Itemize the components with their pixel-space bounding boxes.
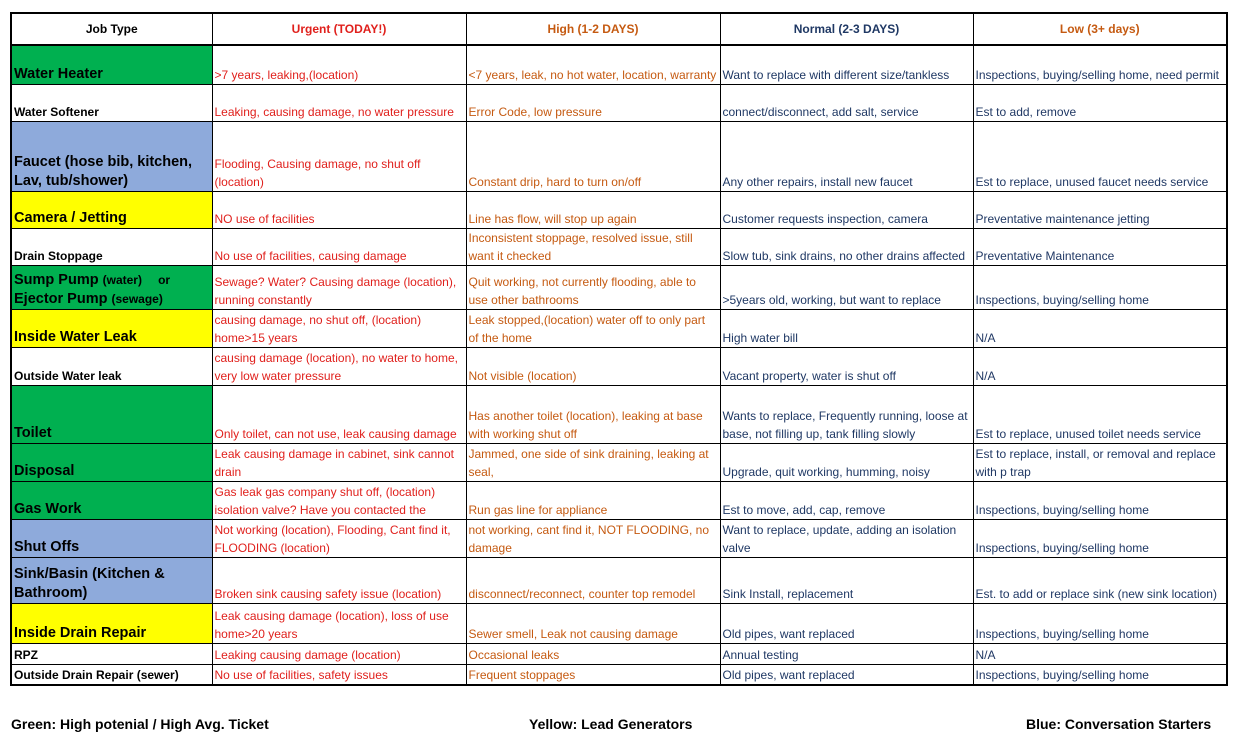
table-row	[11, 121, 1227, 191]
table-row	[11, 664, 1227, 685]
job-type-cell: Toilet	[11, 385, 212, 443]
low-cell: Est to replace, install, or removal and replace with p trap	[973, 443, 1227, 481]
job-type-cell: RPZ	[11, 643, 212, 664]
header-row	[11, 13, 1227, 45]
low-cell: Inspections, buying/selling home	[973, 481, 1227, 519]
high-cell: Leak stopped,(location) water off to only part of the home	[466, 309, 720, 347]
job-type-cell: Camera / Jetting	[11, 191, 212, 228]
low-cell: N/A	[973, 347, 1227, 385]
legend-yellow: Yellow: Lead Generators	[529, 716, 693, 732]
job-note-2: (sewage)	[111, 291, 163, 306]
job-type-cell: Outside Drain Repair (sewer)	[11, 664, 212, 685]
low-cell: Est to replace, unused faucet needs service	[973, 121, 1227, 191]
urgent-cell: causing damage (location), no water to home, very low water pressure	[212, 347, 466, 385]
high-cell: Constant drip, hard to turn on/off	[466, 121, 720, 191]
job-note: (water)	[102, 272, 142, 287]
low-cell: Est to replace, unused toilet needs service	[973, 385, 1227, 443]
urgent-cell: Sewage? Water? Causing damage (location), running constantly	[212, 265, 466, 309]
header-high: High (1-2 DAYS)	[466, 13, 720, 45]
low-cell: Inspections, buying/selling home	[973, 664, 1227, 685]
low-cell: Inspections, buying/selling home	[973, 265, 1227, 309]
job-type-cell	[11, 265, 212, 309]
job-type-cell: Inside Drain Repair	[11, 603, 212, 643]
high-cell: Sewer smell, Leak not causing damage	[466, 603, 720, 643]
table-row	[11, 443, 1227, 481]
table-row	[11, 191, 1227, 228]
normal-cell: Est to move, add, cap, remove	[720, 481, 973, 519]
table-row	[11, 347, 1227, 385]
urgent-cell: Leak causing damage in cabinet, sink cannot drain	[212, 443, 466, 481]
job-type-cell: Gas Work	[11, 481, 212, 519]
normal-cell: Customer requests inspection, camera	[720, 191, 973, 228]
urgent-cell: causing damage, no shut off, (location) home>15 years	[212, 309, 466, 347]
urgent-cell: >7 years, leaking,(location)	[212, 45, 466, 84]
header-job-type: Job Type	[11, 13, 212, 45]
normal-cell: Want to replace, update, adding an isolation valve	[720, 519, 973, 557]
normal-cell: Old pipes, want replaced	[720, 603, 973, 643]
urgent-cell: Gas leak gas company shut off, (location) isolation valve? Have you contacted the	[212, 481, 466, 519]
urgent-cell: Leaking causing damage (location)	[212, 643, 466, 664]
table-row	[11, 265, 1227, 309]
high-cell: <7 years, leak, no hot water, location, warranty	[466, 45, 720, 84]
legend-blue: Blue: Conversation Starters	[1026, 716, 1212, 732]
normal-cell: Slow tub, sink drains, no other drains affected	[720, 228, 973, 265]
table-row	[11, 481, 1227, 519]
job-type-cell: Shut Offs	[11, 519, 212, 557]
job-type-cell: Drain Stoppage	[11, 228, 212, 265]
normal-cell: Want to replace with different size/tankless	[720, 45, 973, 84]
low-cell: Est to add, remove	[973, 84, 1227, 121]
urgent-cell: NO use of facilities	[212, 191, 466, 228]
high-cell: Occasional leaks	[466, 643, 720, 664]
normal-cell: High water bill	[720, 309, 973, 347]
table-row	[11, 519, 1227, 557]
job-type-cell: Inside Water Leak	[11, 309, 212, 347]
high-cell: Line has flow, will stop up again	[466, 191, 720, 228]
low-cell: Inspections, buying/selling home	[973, 519, 1227, 557]
urgent-cell: Not working (location), Flooding, Cant find it, FLOODING (location)	[212, 519, 466, 557]
header-low: Low (3+ days)	[973, 13, 1227, 45]
normal-cell: Upgrade, quit working, humming, noisy	[720, 443, 973, 481]
normal-cell: >5years old, working, but want to replace	[720, 265, 973, 309]
normal-cell: Sink Install, replacement	[720, 557, 973, 603]
table-row	[11, 84, 1227, 121]
urgent-cell: Broken sink causing safety issue (location)	[212, 557, 466, 603]
high-cell: Frequent stoppages	[466, 664, 720, 685]
urgent-cell: No use of facilities, safety issues	[212, 664, 466, 685]
job-type-cell: Disposal	[11, 443, 212, 481]
high-cell: Jammed, one side of sink draining, leaking at seal,	[466, 443, 720, 481]
urgent-cell: Leaking, causing damage, no water pressure	[212, 84, 466, 121]
header-urgent: Urgent (TODAY!)	[212, 13, 466, 45]
normal-cell: Wants to replace, Frequently running, loose at base, not filling up, tank filling slowly	[720, 385, 973, 443]
high-cell: Has another toilet (location), leaking at base with working shut off	[466, 385, 720, 443]
legend-green: Green: High potenial / High Avg. Ticket	[11, 716, 269, 732]
job-name: Sump Pump	[14, 271, 99, 288]
normal-cell: Any other repairs, install new faucet	[720, 121, 973, 191]
table-body	[11, 45, 1227, 685]
job-type-cell: Water Heater	[11, 45, 212, 84]
header-normal: Normal (2-3 DAYS)	[720, 13, 973, 45]
high-cell: disconnect/reconnect, counter top remodel	[466, 557, 720, 603]
urgent-cell: Flooding, Causing damage, no shut off (location)	[212, 121, 466, 191]
job-or: or	[158, 272, 171, 287]
low-cell: Inspections, buying/selling home, need permit	[973, 45, 1227, 84]
urgent-cell: Leak causing damage (location), loss of use home>20 years	[212, 603, 466, 643]
job-type-cell: Faucet (hose bib, kitchen, Lav, tub/shower)	[11, 121, 212, 191]
urgent-cell: Only toilet, can not use, leak causing damage	[212, 385, 466, 443]
table-row	[11, 309, 1227, 347]
table-row	[11, 228, 1227, 265]
high-cell: not working, cant find it, NOT FLOODING, no damage	[466, 519, 720, 557]
high-cell: Quit working, not currently flooding, able to use other bathrooms	[466, 265, 720, 309]
table-row	[11, 643, 1227, 664]
high-cell: Run gas line for appliance	[466, 481, 720, 519]
low-cell: N/A	[973, 309, 1227, 347]
low-cell: Preventative Maintenance	[973, 228, 1227, 265]
table-row	[11, 557, 1227, 603]
high-cell: Inconsistent stoppage, resolved issue, still want it checked	[466, 228, 720, 265]
normal-cell: Vacant property, water is shut off	[720, 347, 973, 385]
table-row	[11, 385, 1227, 443]
table-row	[11, 603, 1227, 643]
low-cell: Inspections, buying/selling home	[973, 603, 1227, 643]
job-priority-table	[10, 12, 1228, 686]
low-cell: N/A	[973, 643, 1227, 664]
table-row	[11, 45, 1227, 84]
urgent-cell: No use of facilities, causing damage	[212, 228, 466, 265]
job-type-cell: Sink/Basin (Kitchen & Bathroom)	[11, 557, 212, 603]
job-name-2: Ejector Pump	[14, 290, 108, 307]
low-cell: Preventative maintenance jetting	[973, 191, 1227, 228]
job-type-cell: Outside Water leak	[11, 347, 212, 385]
high-cell: Error Code, low pressure	[466, 84, 720, 121]
normal-cell: Old pipes, want replaced	[720, 664, 973, 685]
normal-cell: Annual testing	[720, 643, 973, 664]
high-cell: Not visible (location)	[466, 347, 720, 385]
low-cell: Est. to add or replace sink (new sink location)	[973, 557, 1227, 603]
job-type-cell: Water Softener	[11, 84, 212, 121]
normal-cell: connect/disconnect, add salt, service	[720, 84, 973, 121]
